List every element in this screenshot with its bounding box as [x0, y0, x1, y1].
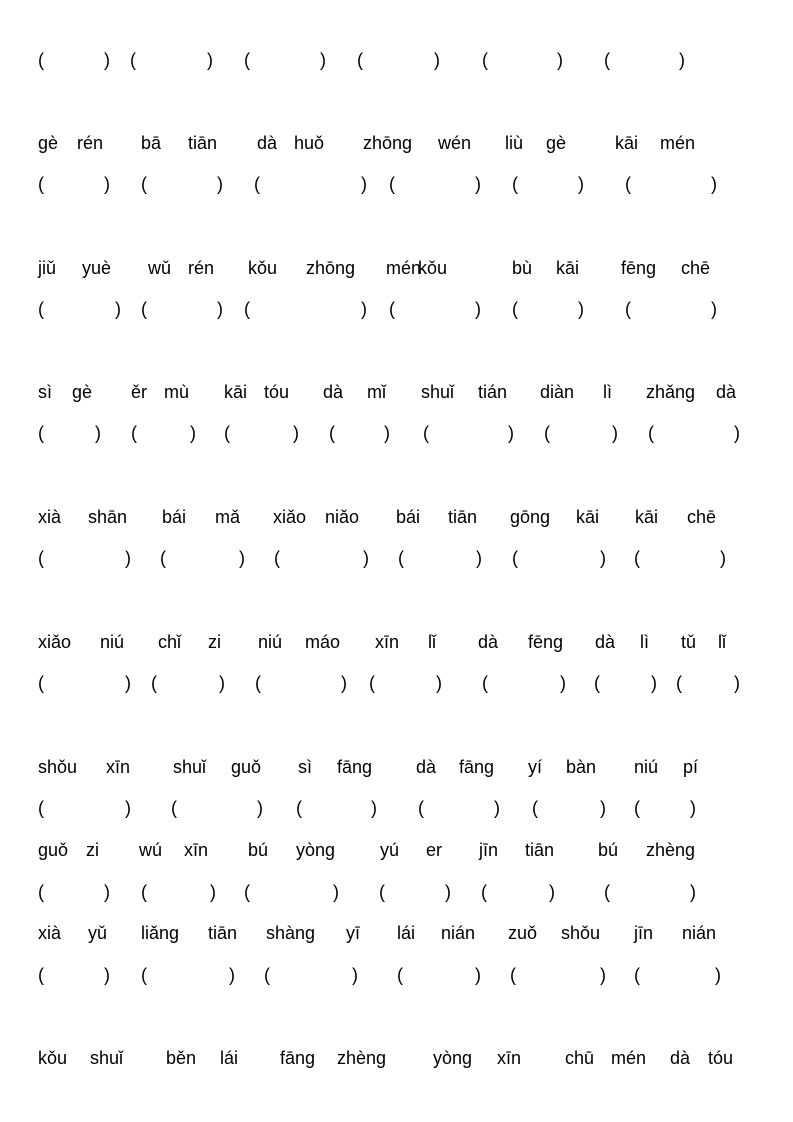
pinyin-syllable: jīn	[634, 923, 654, 943]
answer-bracket-close: )	[115, 299, 121, 319]
answer-bracket-open: (	[38, 882, 44, 902]
answer-bracket-open: (	[171, 798, 177, 818]
pinyin-syllable: niú	[258, 632, 283, 652]
answer-bracket-open: (	[625, 174, 631, 194]
pinyin-row	[0, 380, 793, 404]
pinyin-syllable: dà	[595, 632, 616, 652]
answer-bracket-close: )	[734, 673, 740, 693]
pinyin-syllable: liǎng	[141, 923, 180, 943]
answer-bracket-row	[0, 963, 793, 987]
answer-bracket-open: (	[482, 50, 488, 70]
answer-bracket-close: )	[578, 299, 584, 319]
answer-bracket-open: (	[634, 965, 640, 985]
pinyin-syllable: jīn	[479, 840, 499, 860]
answer-bracket-close: )	[125, 673, 131, 693]
answer-bracket-close: )	[217, 299, 223, 319]
pinyin-syllable: shān	[88, 507, 128, 527]
pinyin-syllable: tiān	[188, 133, 218, 153]
pinyin-syllable: yí	[528, 757, 543, 777]
answer-bracket-close: )	[494, 798, 500, 818]
answer-bracket-close: )	[734, 423, 740, 443]
answer-bracket-open: (	[296, 798, 302, 818]
pinyin-syllable: kāi	[635, 507, 659, 527]
pinyin-syllable: dà	[716, 382, 737, 402]
answer-bracket-open: (	[141, 965, 147, 985]
answer-bracket-close: )	[333, 882, 339, 902]
answer-bracket-close: )	[711, 299, 717, 319]
answer-bracket-open: (	[254, 174, 260, 194]
answer-bracket-close: )	[104, 965, 110, 985]
pinyin-syllable: yī	[346, 923, 361, 943]
answer-bracket-open: (	[369, 673, 375, 693]
pinyin-syllable: tóu	[264, 382, 290, 402]
pinyin-syllable: sì	[38, 382, 53, 402]
answer-bracket-close: )	[293, 423, 299, 443]
answer-bracket-close: )	[720, 548, 726, 568]
pinyin-row	[0, 256, 793, 280]
answer-bracket-open: (	[244, 299, 250, 319]
answer-bracket-open: (	[379, 882, 385, 902]
answer-bracket-open: (	[648, 423, 654, 443]
pinyin-row	[0, 921, 793, 945]
pinyin-syllable: lǐ	[428, 632, 436, 652]
answer-bracket-row	[0, 546, 793, 570]
answer-bracket-open: (	[255, 673, 261, 693]
answer-bracket-close: )	[320, 50, 326, 70]
answer-bracket-close: )	[475, 965, 481, 985]
pinyin-syllable: xīn	[497, 1048, 522, 1068]
pinyin-syllable: rén	[188, 258, 215, 278]
answer-bracket-close: )	[125, 548, 131, 568]
answer-bracket-row	[0, 421, 793, 445]
pinyin-syllable: chǐ	[158, 632, 182, 652]
pinyin-row	[0, 1046, 793, 1070]
answer-bracket-close: )	[600, 548, 606, 568]
pinyin-syllable: mǎ	[215, 507, 241, 527]
answer-bracket-open: (	[38, 50, 44, 70]
pinyin-syllable: shuǐ	[421, 382, 455, 402]
answer-bracket-close: )	[690, 882, 696, 902]
pinyin-syllable: xiǎo	[38, 632, 72, 652]
pinyin-syllable: zhǎng	[646, 382, 696, 402]
answer-bracket-open: (	[38, 673, 44, 693]
pinyin-syllable: nián	[441, 923, 476, 943]
answer-bracket-close: )	[341, 673, 347, 693]
pinyin-syllable: zhèng	[646, 840, 696, 860]
answer-bracket-close: )	[361, 174, 367, 194]
answer-bracket-row	[0, 880, 793, 904]
answer-bracket-close: )	[95, 423, 101, 443]
answer-bracket-close: )	[371, 798, 377, 818]
pinyin-syllable: dà	[416, 757, 437, 777]
answer-bracket-row	[0, 48, 793, 72]
pinyin-syllable: lái	[220, 1048, 239, 1068]
pinyin-syllable: guǒ	[231, 757, 262, 777]
pinyin-syllable: yú	[380, 840, 400, 860]
answer-bracket-close: )	[229, 965, 235, 985]
pinyin-syllable: yuè	[82, 258, 112, 278]
answer-bracket-close: )	[104, 882, 110, 902]
pinyin-syllable: dà	[478, 632, 499, 652]
pinyin-syllable: yòng	[296, 840, 336, 860]
pinyin-syllable: chū	[565, 1048, 595, 1068]
pinyin-syllable: yǔ	[88, 923, 108, 943]
answer-bracket-close: )	[436, 673, 442, 693]
pinyin-syllable: chē	[687, 507, 717, 527]
pinyin-syllable: niǎo	[325, 507, 360, 527]
pinyin-syllable: shuǐ	[173, 757, 207, 777]
pinyin-syllable: guǒ	[38, 840, 69, 860]
pinyin-syllable: fēng	[621, 258, 657, 278]
answer-bracket-open: (	[264, 965, 270, 985]
answer-bracket-open: (	[130, 50, 136, 70]
answer-bracket-close: )	[217, 174, 223, 194]
pinyin-syllable: bái	[396, 507, 421, 527]
answer-bracket-open: (	[357, 50, 363, 70]
pinyin-syllable: pí	[683, 757, 699, 777]
pinyin-syllable: rén	[77, 133, 104, 153]
pinyin-syllable: gōng	[510, 507, 551, 527]
answer-bracket-row	[0, 297, 793, 321]
pinyin-syllable: kāi	[556, 258, 580, 278]
answer-bracket-open: (	[544, 423, 550, 443]
answer-bracket-open: (	[38, 174, 44, 194]
pinyin-syllable: bā	[141, 133, 162, 153]
pinyin-syllable: gè	[72, 382, 93, 402]
pinyin-syllable: shǒu	[561, 923, 601, 943]
answer-bracket-close: )	[207, 50, 213, 70]
pinyin-syllable: zuǒ	[508, 923, 538, 943]
pinyin-syllable: xīn	[184, 840, 209, 860]
answer-bracket-close: )	[560, 673, 566, 693]
answer-bracket-close: )	[445, 882, 451, 902]
answer-bracket-close: )	[190, 423, 196, 443]
answer-bracket-close: )	[352, 965, 358, 985]
pinyin-syllable: huǒ	[294, 133, 325, 153]
pinyin-syllable: dà	[257, 133, 278, 153]
pinyin-syllable: kǒu	[248, 258, 278, 278]
answer-bracket-open: (	[389, 174, 395, 194]
answer-bracket-open: (	[510, 965, 516, 985]
pinyin-syllable: mén	[660, 133, 696, 153]
answer-bracket-open: (	[141, 882, 147, 902]
pinyin-syllable: xià	[38, 507, 62, 527]
pinyin-syllable: lì	[640, 632, 649, 652]
pinyin-syllable: xīn	[375, 632, 400, 652]
pinyin-syllable: bái	[162, 507, 187, 527]
answer-bracket-close: )	[219, 673, 225, 693]
pinyin-syllable: bàn	[566, 757, 597, 777]
answer-bracket-open: (	[532, 798, 538, 818]
answer-bracket-close: )	[125, 798, 131, 818]
answer-bracket-open: (	[634, 548, 640, 568]
pinyin-syllable: fēng	[528, 632, 564, 652]
answer-bracket-open: (	[398, 548, 404, 568]
pinyin-syllable: wén	[438, 133, 472, 153]
pinyin-syllable: tiān	[448, 507, 478, 527]
answer-bracket-open: (	[38, 423, 44, 443]
pinyin-syllable: shuǐ	[90, 1048, 124, 1068]
answer-bracket-open: (	[482, 673, 488, 693]
pinyin-syllable: shǒu	[38, 757, 78, 777]
answer-bracket-close: )	[239, 548, 245, 568]
answer-bracket-open: (	[634, 798, 640, 818]
pinyin-syllable: chē	[681, 258, 711, 278]
pinyin-syllable: kǒu	[38, 1048, 68, 1068]
pinyin-syllable: mù	[164, 382, 190, 402]
answer-bracket-open: (	[512, 299, 518, 319]
answer-bracket-open: (	[389, 299, 395, 319]
pinyin-syllable: jiǔ	[38, 258, 57, 278]
pinyin-syllable: tǔ	[681, 632, 697, 652]
answer-bracket-close: )	[549, 882, 555, 902]
pinyin-syllable: tiān	[525, 840, 555, 860]
answer-bracket-open: (	[244, 882, 250, 902]
pinyin-syllable: niú	[634, 757, 659, 777]
pinyin-syllable: fāng	[280, 1048, 316, 1068]
answer-bracket-open: (	[141, 174, 147, 194]
answer-bracket-open: (	[625, 299, 631, 319]
answer-bracket-open: (	[38, 548, 44, 568]
answer-bracket-close: )	[578, 174, 584, 194]
answer-bracket-close: )	[711, 174, 717, 194]
answer-bracket-row	[0, 796, 793, 820]
pinyin-syllable: gè	[38, 133, 59, 153]
pinyin-syllable: xīn	[106, 757, 131, 777]
answer-bracket-open: (	[512, 174, 518, 194]
answer-bracket-close: )	[104, 50, 110, 70]
answer-bracket-close: )	[612, 423, 618, 443]
pinyin-syllable: tiān	[208, 923, 238, 943]
answer-bracket-open: (	[38, 965, 44, 985]
pinyin-syllable: dà	[323, 382, 344, 402]
answer-bracket-close: )	[475, 174, 481, 194]
answer-bracket-open: (	[141, 299, 147, 319]
answer-bracket-close: )	[690, 798, 696, 818]
answer-bracket-open: (	[676, 673, 682, 693]
pinyin-syllable: lái	[397, 923, 416, 943]
pinyin-syllable: diàn	[540, 382, 575, 402]
answer-bracket-close: )	[210, 882, 216, 902]
pinyin-syllable: tóu	[708, 1048, 734, 1068]
pinyin-syllable: shàng	[266, 923, 316, 943]
answer-bracket-open: (	[131, 423, 137, 443]
pinyin-syllable: kǒu	[418, 258, 448, 278]
answer-bracket-close: )	[475, 299, 481, 319]
answer-bracket-open: (	[329, 423, 335, 443]
pinyin-syllable: mǐ	[367, 382, 386, 402]
answer-bracket-open: (	[594, 673, 600, 693]
pinyin-row	[0, 131, 793, 155]
answer-bracket-open: (	[397, 965, 403, 985]
pinyin-syllable: lì	[603, 382, 612, 402]
answer-bracket-close: )	[508, 423, 514, 443]
pinyin-syllable: bù	[512, 258, 533, 278]
answer-bracket-row	[0, 172, 793, 196]
pinyin-syllable: bú	[598, 840, 619, 860]
answer-bracket-close: )	[600, 965, 606, 985]
answer-bracket-open: (	[224, 423, 230, 443]
answer-bracket-open: (	[38, 798, 44, 818]
answer-bracket-open: (	[274, 548, 280, 568]
pinyin-syllable: zi	[208, 632, 221, 652]
pinyin-syllable: zhōng	[363, 133, 413, 153]
pinyin-row	[0, 630, 793, 654]
answer-bracket-open: (	[604, 50, 610, 70]
pinyin-syllable: wǔ	[148, 258, 172, 278]
pinyin-syllable: zi	[86, 840, 99, 860]
pinyin-row	[0, 755, 793, 779]
answer-bracket-close: )	[600, 798, 606, 818]
answer-bracket-row	[0, 671, 793, 695]
answer-bracket-close: )	[104, 174, 110, 194]
answer-bracket-open: (	[244, 50, 250, 70]
pinyin-syllable: kāi	[576, 507, 600, 527]
pinyin-syllable: liù	[505, 133, 524, 153]
pinyin-syllable: yòng	[433, 1048, 473, 1068]
answer-bracket-close: )	[361, 299, 367, 319]
pinyin-syllable: er	[426, 840, 443, 860]
answer-bracket-close: )	[434, 50, 440, 70]
answer-bracket-open: (	[604, 882, 610, 902]
pinyin-syllable: kāi	[224, 382, 248, 402]
pinyin-syllable: niú	[100, 632, 125, 652]
pinyin-row	[0, 505, 793, 529]
answer-bracket-close: )	[679, 50, 685, 70]
pinyin-syllable: xià	[38, 923, 62, 943]
pinyin-syllable: máo	[305, 632, 341, 652]
pinyin-syllable: ěr	[131, 382, 148, 402]
pinyin-syllable: gè	[546, 133, 567, 153]
pinyin-syllable: sì	[298, 757, 313, 777]
answer-bracket-close: )	[384, 423, 390, 443]
answer-bracket-close: )	[363, 548, 369, 568]
pinyin-syllable: fāng	[459, 757, 495, 777]
pinyin-syllable: zhōng	[306, 258, 356, 278]
pinyin-syllable: běn	[166, 1048, 197, 1068]
pinyin-syllable: zhèng	[337, 1048, 387, 1068]
pinyin-syllable: lǐ	[718, 632, 726, 652]
answer-bracket-close: )	[257, 798, 263, 818]
pinyin-syllable: mén	[611, 1048, 647, 1068]
answer-bracket-open: (	[481, 882, 487, 902]
answer-bracket-open: (	[38, 299, 44, 319]
answer-bracket-open: (	[151, 673, 157, 693]
answer-bracket-close: )	[651, 673, 657, 693]
answer-bracket-close: )	[557, 50, 563, 70]
pinyin-syllable: dà	[670, 1048, 691, 1068]
pinyin-syllable: xiǎo	[273, 507, 307, 527]
answer-bracket-close: )	[476, 548, 482, 568]
pinyin-syllable: fāng	[337, 757, 373, 777]
pinyin-row	[0, 838, 793, 862]
pinyin-syllable: kāi	[615, 133, 639, 153]
pinyin-syllable: wú	[139, 840, 163, 860]
answer-bracket-open: (	[512, 548, 518, 568]
pinyin-syllable: mén	[386, 258, 422, 278]
answer-bracket-open: (	[160, 548, 166, 568]
pinyin-syllable: tián	[478, 382, 508, 402]
answer-bracket-open: (	[423, 423, 429, 443]
pinyin-syllable: nián	[682, 923, 717, 943]
answer-bracket-open: (	[418, 798, 424, 818]
pinyin-syllable: bú	[248, 840, 269, 860]
answer-bracket-close: )	[715, 965, 721, 985]
